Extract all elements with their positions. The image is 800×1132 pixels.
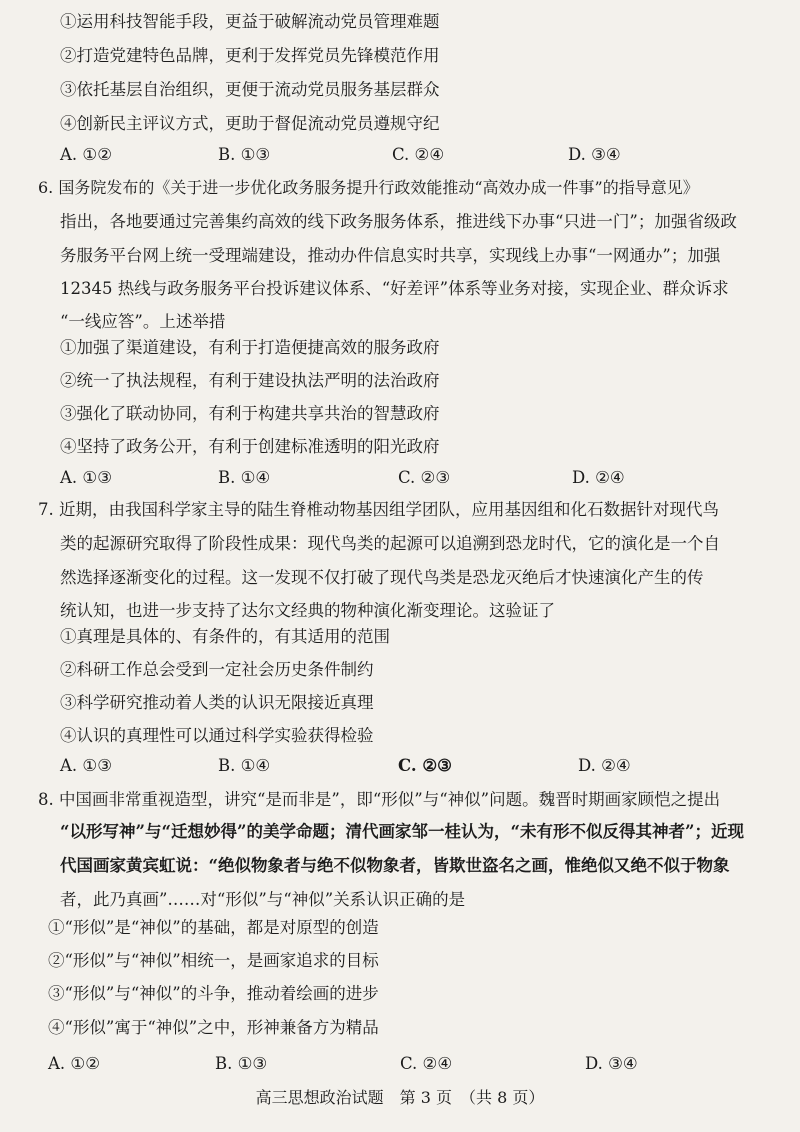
q8-option-2: ②“形似”与“神似”相统一，是画家追求的目标	[48, 951, 379, 970]
q6-stem-line-5: “一线应答”。上述举措	[60, 312, 226, 331]
q8-stem-line-2: “以形写神”与“迁想妙得”的美学命题；清代画家邹一桂认为，“未有形不似反得其神者”；近现	[60, 822, 744, 841]
q6-stem-line-2: 指出，各地要通过完善集约高效的线下政务服务体系，推进线下办事“只进一门”；加强省级政	[60, 212, 737, 231]
q8-choice-d: D. ③④	[585, 1054, 638, 1073]
q7-stem-line-4: 统认知，也进一步支持了达尔文经典的物种演化渐变理论。这验证了	[60, 601, 555, 620]
q8-option-4: ④“形似”寓于“神似”之中，形神兼备方为精品	[48, 1018, 379, 1037]
q5-option-3: ③依托基层自治组织，更便于流动党员服务基层群众	[60, 80, 440, 99]
q8-stem-line-3: 代国画家黄宾虹说：“绝似物象者与绝不似物象者，皆欺世盗名之画，惟绝似又绝不似于物象	[60, 856, 730, 875]
q6-option-1: ①加强了渠道建设，有利于打造便捷高效的服务政府	[60, 338, 440, 357]
q5-option-1: ①运用科技智能手段，更益于破解流动党员管理难题	[60, 12, 440, 31]
q6-stem-line-3: 务服务平台网上统一受理端建设，推动办件信息实时共享，实现线上办事“一网通办”；加强	[60, 246, 721, 265]
q7-choice-a: A. ①③	[60, 756, 112, 775]
q6-choice-d: D. ②④	[572, 468, 625, 487]
q7-stem-line-1: 7. 近期，由我国科学家主导的陆生脊椎动物基因组学团队，应用基因组和化石数据针对现代鸟	[38, 500, 719, 519]
q7-stem-line-3: 然选择逐渐变化的过程。这一发现不仅打破了现代鸟类是恐龙灭绝后才快速演化产生的传	[60, 568, 704, 587]
q6-stem-line-1: 6. 国务院发布的《关于进一步优化政务服务提升行政效能推动“高效办成一件事”的指导意见》	[38, 178, 699, 197]
q7-option-1: ①真理是具体的、有条件的，有其适用的范围	[60, 627, 390, 646]
q6-choice-a: A. ①③	[60, 468, 112, 487]
q6-option-4: ④坚持了政务公开，有利于创建标准透明的阳光政府	[60, 437, 440, 456]
q8-option-3: ③“形似”与“神似”的斗争，推动着绘画的进步	[48, 984, 379, 1003]
q7-option-2: ②科研工作总会受到一定社会历史条件制约	[60, 660, 374, 679]
q6-choice-c: C. ②③	[398, 468, 451, 487]
q5-option-2: ②打造党建特色品牌，更利于发挥党员先锋模范作用	[60, 46, 440, 65]
q5-option-4: ④创新民主评议方式，更助于督促流动党员遵规守纪	[60, 114, 440, 133]
q5-choice-b: B. ①③	[218, 145, 271, 164]
page-footer: 高三思想政治试题 第 3 页 （共 8 页）	[255, 1088, 545, 1107]
q6-option-3: ③强化了联动协同，有利于构建共享共治的智慧政府	[60, 404, 440, 423]
q8-stem-line-1: 8. 中国画非常重视造型，讲究“是而非是”，即“形似”与“神似”问题。魏晋时期画家顾恺之提出	[38, 790, 721, 809]
q8-choice-a: A. ①②	[48, 1054, 100, 1073]
q7-choice-d: D. ②④	[578, 756, 631, 775]
q8-choice-b: B. ①③	[215, 1054, 268, 1073]
q7-stem-line-2: 类的起源研究取得了阶段性成果：现代鸟类的起源可以追溯到恐龙时代，它的演化是一个自	[60, 534, 720, 553]
q6-stem-line-4: 12345 热线与政务服务平台投诉建议体系、“好差评”体系等业务对接，实现企业、群众诉求	[60, 279, 729, 298]
q5-choice-c: C. ②④	[392, 145, 445, 164]
q5-choice-d: D. ③④	[568, 145, 621, 164]
q8-stem-line-4: 者，此乃真画”……对“形似”与“神似”关系认识正确的是	[60, 890, 466, 909]
q7-option-4: ④认识的真理性可以通过科学实验获得检验	[60, 726, 374, 745]
q7-choice-b: B. ①④	[218, 756, 271, 775]
q7-option-3: ③科学研究推动着人类的认识无限接近真理	[60, 693, 374, 712]
q6-option-2: ②统一了执法规程，有利于建设执法严明的法治政府	[60, 371, 440, 390]
q6-choice-b: B. ①④	[218, 468, 271, 487]
q7-choice-c: C. ②③	[398, 756, 452, 775]
q8-choice-c: C. ②④	[400, 1054, 453, 1073]
q5-choice-a: A. ①②	[60, 145, 112, 164]
q8-option-1: ①“形似”是“神似”的基础，都是对原型的创造	[48, 918, 379, 937]
